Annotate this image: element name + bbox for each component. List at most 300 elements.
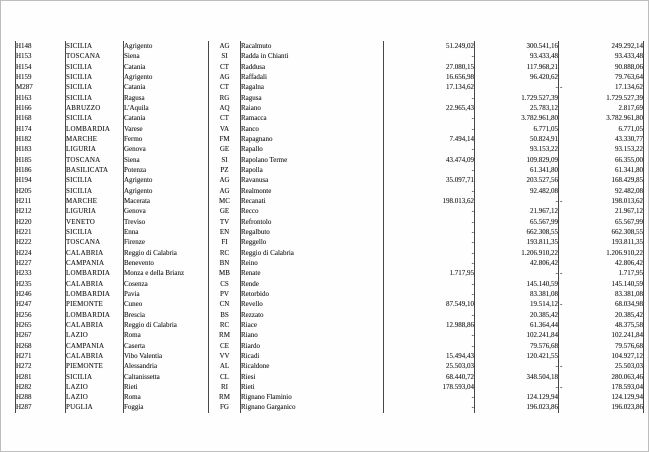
cell-amount_1: - — [384, 289, 475, 299]
cell-amount_1: - — [384, 113, 475, 123]
cell-amount_3: 3.782.961,80 — [559, 113, 644, 123]
cell-province_code: AG — [209, 186, 241, 196]
cell-amount_3: 48.375,58 — [559, 320, 644, 330]
cell-code: H148 — [16, 41, 66, 51]
cell-province: Reggio di Calabria — [124, 320, 209, 330]
minus-sign: - — [560, 382, 563, 391]
table-row — [16, 144, 644, 154]
cell-amount_2: 42.806,42 — [475, 258, 559, 268]
cell-amount_1: - — [384, 310, 475, 320]
cell-region: PIEMONTE — [66, 299, 124, 309]
municipalities-table — [15, 41, 644, 413]
cell-code: H233 — [16, 268, 66, 278]
cell-province: Agrigento — [124, 41, 209, 51]
cell-code: H247 — [16, 299, 66, 309]
cell-amount_1: - — [384, 258, 475, 268]
cell-municipality: Retorbido — [241, 289, 384, 299]
cell-municipality: Raddusa — [241, 62, 384, 72]
cell-amount_2: 83.381,08 — [475, 289, 559, 299]
cell-code: H186 — [16, 165, 66, 175]
cell-province: Rieti — [124, 382, 209, 392]
cell-amount_2: 61.341,80 — [475, 165, 559, 175]
cell-province: Firenze — [124, 237, 209, 247]
table-row — [16, 227, 644, 237]
cell-amount_1: 43.474,09 — [384, 155, 475, 165]
cell-province: Roma — [124, 330, 209, 340]
table-row — [16, 103, 644, 113]
cell-province: Roma — [124, 392, 209, 402]
cell-amount_1: - — [384, 124, 475, 134]
cell-amount_3: - 178.593,04 — [560, 382, 643, 391]
cell-municipality: Riardo — [241, 341, 384, 351]
cell-municipality: Revello — [241, 299, 384, 309]
cell-province: Monza e della Brianz — [124, 268, 209, 278]
cell-region: CAMPANIA — [66, 341, 124, 351]
cell-amount_2: 1.729.527,39 — [475, 93, 559, 103]
cell-province_code: GE — [209, 144, 241, 154]
cell-province_code: AL — [209, 361, 241, 371]
cell-amount_2: - — [475, 196, 559, 206]
cell-province_code: SI — [209, 155, 241, 165]
cell-amount_3: - 68.034,98 — [560, 300, 643, 309]
cell-amount_2: 300.541,16 — [475, 41, 559, 51]
cell-province: Caserta — [124, 341, 209, 351]
cell-code: H182 — [16, 134, 66, 144]
cell-code: H271 — [16, 351, 66, 361]
cell-province_code: SI — [209, 51, 241, 61]
table-row — [16, 310, 644, 320]
cell-region: VENETO — [66, 217, 124, 227]
cell-province: Alessandria — [124, 361, 209, 371]
table-row — [16, 175, 644, 185]
cell-amount_3: 249.292,14 — [559, 41, 644, 51]
cell-amount_2: 25.783,12 — [475, 103, 559, 113]
cell-amount_2: 61.364,44 — [475, 320, 559, 330]
cell-province_code: EN — [209, 227, 241, 237]
cell-amount_2: 3.782.961,80 — [475, 113, 559, 123]
cell-province_code: RI — [209, 382, 241, 392]
cell-amount_2: 93.433,48 — [475, 51, 559, 61]
cell-code: H211 — [16, 196, 66, 206]
cell-municipality: Ricadi — [241, 351, 384, 361]
cell-code: H205 — [16, 186, 66, 196]
cell-amount_1: 1.717,95 — [384, 268, 475, 278]
table-row — [16, 51, 644, 61]
cell-province: Siena — [124, 51, 209, 61]
cell-municipality: Racalmuto — [241, 41, 384, 51]
cell-region: MARCHE — [66, 134, 124, 144]
cell-code: H282 — [16, 382, 66, 392]
cell-amount_3: 102.241,84 — [559, 330, 644, 340]
cell-province_code: RC — [209, 248, 241, 258]
cell-region: CALABRIA — [66, 279, 124, 289]
cell-municipality: Rapagnano — [241, 134, 384, 144]
table-row — [16, 248, 644, 258]
cell-region: CALABRIA — [66, 351, 124, 361]
cell-amount_2: - — [475, 268, 559, 278]
cell-amount_2: 348.504,18 — [475, 372, 559, 382]
table-row — [16, 299, 644, 309]
cell-amount_3: - 25.503,03 — [560, 362, 643, 371]
table-row — [16, 372, 644, 382]
cell-municipality: Rapallo — [241, 144, 384, 154]
cell-code: H222 — [16, 237, 66, 247]
cell-municipality: Ricaldone — [241, 361, 384, 371]
minus-sign: - — [560, 362, 563, 371]
table-row — [16, 155, 644, 165]
table-row — [16, 186, 644, 196]
cell-amount_1: 87.549,10 — [384, 299, 475, 309]
cell-amount_1: - — [384, 144, 475, 154]
cell-municipality: Recanati — [241, 196, 384, 206]
cell-amount_3: 93.433,48 — [559, 51, 644, 61]
cell-municipality: Rezzato — [241, 310, 384, 320]
cell-code: H163 — [16, 93, 66, 103]
cell-municipality: Ragalna — [241, 82, 384, 92]
cell-amount_2: 21.967,12 — [475, 206, 559, 216]
cell-province_code: CS — [209, 279, 241, 289]
cell-province: Pavia — [124, 289, 209, 299]
cell-municipality: Renate — [241, 268, 384, 278]
cell-code: H288 — [16, 392, 66, 402]
cell-amount_1: 16.656,98 — [384, 72, 475, 82]
cell-amount_3: 168.429,85 — [559, 175, 644, 185]
cell-province_code: RC — [209, 320, 241, 330]
cell-amount_3: 42.806,42 — [559, 258, 644, 268]
cell-amount_2: 193.811,35 — [475, 237, 559, 247]
cell-region: CALABRIA — [66, 248, 124, 258]
table-row — [16, 196, 644, 206]
table-row — [16, 124, 644, 134]
cell-municipality: Reggio di Calabria — [241, 248, 384, 258]
cell-region: LOMBARDIA — [66, 310, 124, 320]
cell-region: LOMBARDIA — [66, 289, 124, 299]
cell-amount_2: 117.968,21 — [475, 62, 559, 72]
cell-code: H268 — [16, 341, 66, 351]
minus-sign: - — [560, 196, 563, 205]
cell-amount_1: 7.494,14 — [384, 134, 475, 144]
cell-province_code: CT — [209, 113, 241, 123]
cell-amount_2: 109.829,09 — [475, 155, 559, 165]
cell-province_code: MC — [209, 196, 241, 206]
cell-code: H235 — [16, 279, 66, 289]
cell-code: H183 — [16, 144, 66, 154]
table-row — [16, 41, 644, 51]
cell-province_code: TV — [209, 217, 241, 227]
cell-code: H246 — [16, 289, 66, 299]
cell-province_code: VA — [209, 124, 241, 134]
table-body — [16, 41, 644, 413]
cell-amount_2: 120.421,55 — [475, 351, 559, 361]
cell-region: LIGURIA — [66, 206, 124, 216]
cell-amount_1: 15.494,43 — [384, 351, 475, 361]
cell-amount_2: - — [475, 361, 559, 371]
cell-amount_3: - 1.717,95 — [560, 269, 643, 278]
cell-province: Cuneo — [124, 299, 209, 309]
cell-municipality: Realmonte — [241, 186, 384, 196]
cell-region: SICILIA — [66, 93, 124, 103]
cell-region: SICILIA — [66, 186, 124, 196]
cell-code: H185 — [16, 155, 66, 165]
cell-province_code: CT — [209, 82, 241, 92]
cell-province: Catania — [124, 62, 209, 72]
cell-amount_3: 1.729.527,39 — [559, 93, 644, 103]
table-row — [16, 402, 644, 412]
cell-province_code: RG — [209, 93, 241, 103]
cell-province: Agrigento — [124, 175, 209, 185]
cell-region: SICILIA — [66, 175, 124, 185]
cell-region: SICILIA — [66, 372, 124, 382]
cell-amount_3: - 198.013,62 — [560, 196, 643, 205]
cell-amount_3: 21.967,12 — [559, 206, 644, 216]
cell-amount_1: - — [384, 165, 475, 175]
cell-amount_2: 196.023,86 — [475, 402, 559, 412]
cell-municipality: Riesi — [241, 372, 384, 382]
cell-amount_1: - — [384, 392, 475, 402]
cell-amount_1: 27.080,15 — [384, 62, 475, 72]
cell-municipality: Rignano Garganico — [241, 402, 384, 412]
cell-municipality: Regalbuto — [241, 227, 384, 237]
cell-amount_1: - — [384, 217, 475, 227]
cell-amount_1: - — [384, 330, 475, 340]
cell-province: Vibo Valentia — [124, 351, 209, 361]
cell-province: Benevento — [124, 258, 209, 268]
cell-municipality: Rapolla — [241, 165, 384, 175]
cell-amount_3: 83.381,08 — [559, 289, 644, 299]
cell-amount_3: 2.817,69 — [559, 103, 644, 113]
cell-amount_2: 102.241,84 — [475, 330, 559, 340]
cell-code: H287 — [16, 402, 66, 412]
cell-amount_1: 178.593,04 — [384, 382, 475, 392]
cell-code: H153 — [16, 51, 66, 61]
cell-province_code: CT — [209, 62, 241, 72]
cell-province: Enna — [124, 227, 209, 237]
cell-province: Treviso — [124, 217, 209, 227]
table-row — [16, 320, 644, 330]
cell-amount_1: 25.503,03 — [384, 361, 475, 371]
table-row — [16, 62, 644, 72]
cell-amount_1: - — [384, 402, 475, 412]
cell-amount_2: 1.206.910,22 — [475, 248, 559, 258]
cell-province: Ragusa — [124, 93, 209, 103]
cell-amount_1: 68.440,72 — [384, 372, 475, 382]
cell-region: CAMPANIA — [66, 258, 124, 268]
cell-municipality: Raffadali — [241, 72, 384, 82]
cell-region: CALABRIA — [66, 320, 124, 330]
cell-province_code: AG — [209, 72, 241, 82]
table-row — [16, 382, 644, 392]
cell-amount_1: - — [384, 93, 475, 103]
cell-region: LOMBARDIA — [66, 268, 124, 278]
cell-amount_1: 51.249,02 — [384, 41, 475, 51]
cell-amount_1: - — [384, 237, 475, 247]
cell-region: LAZIO — [66, 330, 124, 340]
minus-sign: - — [560, 300, 563, 309]
cell-amount_1: - — [384, 186, 475, 196]
cell-amount_3: 124.129,94 — [559, 392, 644, 402]
cell-province_code: AG — [209, 175, 241, 185]
cell-amount_3: 65.567,99 — [559, 217, 644, 227]
cell-province: Caltanissetta — [124, 372, 209, 382]
cell-region: SICILIA — [66, 227, 124, 237]
cell-province: Potenza — [124, 165, 209, 175]
cell-province_code: VV — [209, 351, 241, 361]
cell-amount_3: 145.140,59 — [559, 279, 644, 289]
cell-amount_2: 92.482,08 — [475, 186, 559, 196]
cell-region: TOSCANA — [66, 237, 124, 247]
cell-amount_3: 20.385,42 — [559, 310, 644, 320]
cell-municipality: Ramacca — [241, 113, 384, 123]
cell-province: Catania — [124, 113, 209, 123]
cell-amount_2: 662.308,55 — [475, 227, 559, 237]
cell-municipality: Ragusa — [241, 93, 384, 103]
cell-amount_3: - 17.134,62 — [560, 83, 643, 92]
cell-code: H221 — [16, 227, 66, 237]
cell-amount_2: 79.576,68 — [475, 341, 559, 351]
cell-code: H194 — [16, 175, 66, 185]
cell-municipality: Riano — [241, 330, 384, 340]
cell-province_code: CE — [209, 341, 241, 351]
cell-municipality: Riace — [241, 320, 384, 330]
cell-amount_2: 20.385,42 — [475, 310, 559, 320]
cell-region: PIEMONTE — [66, 361, 124, 371]
cell-municipality: Raiano — [241, 103, 384, 113]
cell-province_code: GE — [209, 206, 241, 216]
cell-code: H267 — [16, 330, 66, 340]
cell-province_code: FM — [209, 134, 241, 144]
cell-municipality: Rignano Flaminio — [241, 392, 384, 402]
cell-amount_3: 66.355,00 — [559, 155, 644, 165]
cell-region: ABRUZZO — [66, 103, 124, 113]
cell-code: H281 — [16, 372, 66, 382]
cell-region: TOSCANA — [66, 51, 124, 61]
cell-amount_3: 196.023,86 — [559, 402, 644, 412]
cell-municipality: Rende — [241, 279, 384, 289]
cell-amount_3: 43.330,77 — [559, 134, 644, 144]
cell-amount_3: 1.206.910,22 — [559, 248, 644, 258]
cell-municipality: Rapolano Terme — [241, 155, 384, 165]
cell-municipality: Ranco — [241, 124, 384, 134]
cell-amount_1: 17.134,62 — [384, 82, 475, 92]
cell-amount_3: 61.341,80 — [559, 165, 644, 175]
cell-province: Catania — [124, 82, 209, 92]
cell-municipality: Radda in Chianti — [241, 51, 384, 61]
cell-amount_1: - — [384, 341, 475, 351]
cell-amount_1: 198.013,62 — [384, 196, 475, 206]
cell-code: H256 — [16, 310, 66, 320]
cell-amount_2: 19.514,12 — [475, 299, 559, 309]
cell-code: H224 — [16, 248, 66, 258]
table-row — [16, 351, 644, 361]
cell-region: PUGLIA — [66, 402, 124, 412]
minus-sign: - — [560, 83, 563, 92]
minus-sign: - — [560, 269, 563, 278]
table-row — [16, 361, 644, 371]
cell-province: Reggio di Calabria — [124, 248, 209, 258]
cell-province_code: CN — [209, 299, 241, 309]
cell-amount_2: 65.567,99 — [475, 217, 559, 227]
cell-region: MARCHE — [66, 196, 124, 206]
table-row — [16, 341, 644, 351]
cell-region: SICILIA — [66, 82, 124, 92]
table-row — [16, 134, 644, 144]
cell-province_code: CL — [209, 372, 241, 382]
cell-province: Brescia — [124, 310, 209, 320]
cell-code: H212 — [16, 206, 66, 216]
cell-province: L'Aquila — [124, 103, 209, 113]
cell-region: LAZIO — [66, 392, 124, 402]
cell-province_code: BS — [209, 310, 241, 320]
cell-amount_1: 12.988,86 — [384, 320, 475, 330]
cell-amount_1: - — [384, 51, 475, 61]
cell-amount_3: 92.482,08 — [559, 186, 644, 196]
cell-amount_3: 6.771,05 — [559, 124, 644, 134]
cell-province: Macerata — [124, 196, 209, 206]
cell-amount_3: 280.063,46 — [559, 372, 644, 382]
cell-province: Fermo — [124, 134, 209, 144]
table-row — [16, 217, 644, 227]
cell-province_code: PV — [209, 289, 241, 299]
cell-amount_1: - — [384, 248, 475, 258]
cell-province_code: FI — [209, 237, 241, 247]
cell-municipality: Reggello — [241, 237, 384, 247]
table-row — [16, 279, 644, 289]
cell-amount_2: 203.527,56 — [475, 175, 559, 185]
cell-amount_2: - — [475, 382, 559, 392]
cell-province_code: RM — [209, 392, 241, 402]
cell-region: BASILICATA — [66, 165, 124, 175]
cell-code: H220 — [16, 217, 66, 227]
cell-amount_3: 104.927,12 — [559, 351, 644, 361]
cell-province_code: MB — [209, 268, 241, 278]
cell-code: H159 — [16, 72, 66, 82]
cell-municipality: Reino — [241, 258, 384, 268]
cell-region: TOSCANA — [66, 155, 124, 165]
table-row — [16, 82, 644, 92]
table-row — [16, 113, 644, 123]
cell-code: H168 — [16, 113, 66, 123]
table-row — [16, 258, 644, 268]
cell-amount_2: 93.153,22 — [475, 144, 559, 154]
cell-amount_2: 124.129,94 — [475, 392, 559, 402]
cell-amount_2: 50.824,91 — [475, 134, 559, 144]
cell-amount_2: - — [475, 82, 559, 92]
cell-amount_2: 145.140,59 — [475, 279, 559, 289]
cell-municipality: Refrontolo — [241, 217, 384, 227]
cell-province_code: AG — [209, 41, 241, 51]
cell-amount_1: - — [384, 279, 475, 289]
cell-province: Cosenza — [124, 279, 209, 289]
table-row — [16, 206, 644, 216]
table-row — [16, 237, 644, 247]
table-row — [16, 268, 644, 278]
cell-province_code: PZ — [209, 165, 241, 175]
cell-amount_3: 90.888,06 — [559, 62, 644, 72]
cell-region: SICILIA — [66, 62, 124, 72]
cell-code: H265 — [16, 320, 66, 330]
cell-province_code: BN — [209, 258, 241, 268]
cell-code: H227 — [16, 258, 66, 268]
cell-province_code: FG — [209, 402, 241, 412]
cell-province: Varese — [124, 124, 209, 134]
cell-amount_1: 35.097,71 — [384, 175, 475, 185]
cell-region: LOMBARDIA — [66, 124, 124, 134]
cell-region: SICILIA — [66, 41, 124, 51]
table-row — [16, 93, 644, 103]
cell-province: Genova — [124, 206, 209, 216]
cell-province_code: AQ — [209, 103, 241, 113]
cell-province: Foggia — [124, 402, 209, 412]
